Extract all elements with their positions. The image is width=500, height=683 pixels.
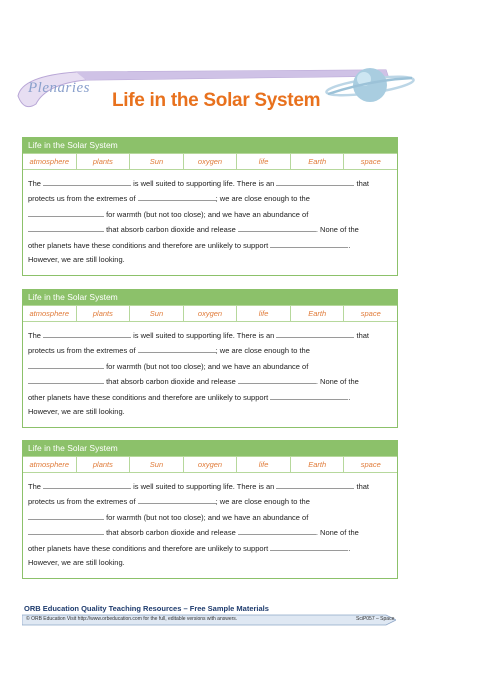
answer-blank[interactable] (238, 525, 316, 535)
answer-blank[interactable] (138, 191, 216, 201)
answer-blank[interactable] (138, 343, 216, 353)
box-title: Life in the Solar System (23, 290, 397, 305)
word-bank-item: plants (77, 154, 131, 169)
cloze-paragraph: The is well suited to supporting life. There is an that protects us from the extremes of ; we are close enough to the for warmth (but not too close); and we have an abundance of that absorb carbon dioxide and release . None of the other planets have these conditions and therefore are unlikely to support . However, we are still looking. (23, 170, 397, 275)
word-bank (23, 305, 397, 322)
word-bank-item: life (237, 457, 291, 472)
answer-blank[interactable] (238, 222, 316, 232)
answer-blank[interactable] (270, 541, 348, 551)
cloze-paragraph: The is well suited to supporting life. There is an that protects us from the extremes of ; we are close enough to the for warmth (but not too close); and we have an abundance of that absorb carbon dioxide and release . None of the other planets have these conditions and therefore are unlikely to support . However, we are still looking. (23, 322, 397, 427)
activity-box-3 (22, 440, 398, 579)
answer-blank[interactable] (28, 222, 104, 232)
page-title: Life in the Solar System (112, 90, 321, 111)
word-bank-item: oxygen (184, 457, 238, 472)
answer-blank[interactable] (276, 328, 354, 338)
word-bank (23, 153, 397, 170)
word-bank-item: oxygen (184, 306, 238, 321)
word-bank-item: atmosphere (23, 457, 77, 472)
word-bank-item: space (360, 460, 381, 469)
word-bank-item: oxygen (184, 154, 238, 169)
footer-copyright: © ORB Education Visit http://www.orbeducation.com for the full, editable versions with answers. (26, 616, 238, 622)
answer-blank[interactable] (276, 176, 354, 186)
word-bank-item: space (360, 157, 381, 166)
box-title: Life in the Solar System (23, 138, 397, 153)
box-title: Life in the Solar System (23, 441, 397, 456)
word-bank-item: Earth (291, 457, 345, 472)
cloze-paragraph: The is well suited to supporting life. There is an that protects us from the extremes of ; we are close enough to the for warmth (but not too close); and we have an abundance of that absorb carbon dioxide and release . None of the other planets have these conditions and therefore are unlikely to support . However, we are still looking. (23, 473, 397, 578)
answer-blank[interactable] (28, 374, 104, 384)
answer-blank[interactable] (138, 494, 216, 504)
answer-blank[interactable] (28, 510, 104, 520)
word-bank-item: life (237, 306, 291, 321)
answer-blank[interactable] (270, 238, 348, 248)
word-bank-item: atmosphere (23, 306, 77, 321)
answer-blank[interactable] (28, 207, 104, 217)
word-bank-item: plants (77, 457, 131, 472)
word-bank-item: space (360, 309, 381, 318)
word-bank (23, 456, 397, 473)
answer-blank[interactable] (28, 359, 104, 369)
footer-code: SciP057 – Space (356, 616, 395, 622)
activity-box-1 (22, 137, 398, 276)
activity-box-2 (22, 289, 398, 428)
answer-blank[interactable] (43, 176, 131, 186)
word-bank-item: Earth (291, 306, 345, 321)
answer-blank[interactable] (276, 479, 354, 489)
answer-blank[interactable] (43, 328, 131, 338)
answer-blank[interactable] (28, 525, 104, 535)
word-bank-item: atmosphere (23, 154, 77, 169)
plenaries-badge: Plenaries (28, 80, 90, 96)
word-bank-item: life (237, 154, 291, 169)
word-bank-item: Sun (130, 306, 184, 321)
word-bank-item: plants (77, 306, 131, 321)
footer-title: ORB Education Quality Teaching Resources – Free Sample Materials (24, 604, 269, 613)
answer-blank[interactable] (238, 374, 316, 384)
answer-blank[interactable] (43, 479, 131, 489)
word-bank-item: Sun (130, 154, 184, 169)
answer-blank[interactable] (270, 390, 348, 400)
word-bank-item: Sun (130, 457, 184, 472)
word-bank-item: Earth (291, 154, 345, 169)
